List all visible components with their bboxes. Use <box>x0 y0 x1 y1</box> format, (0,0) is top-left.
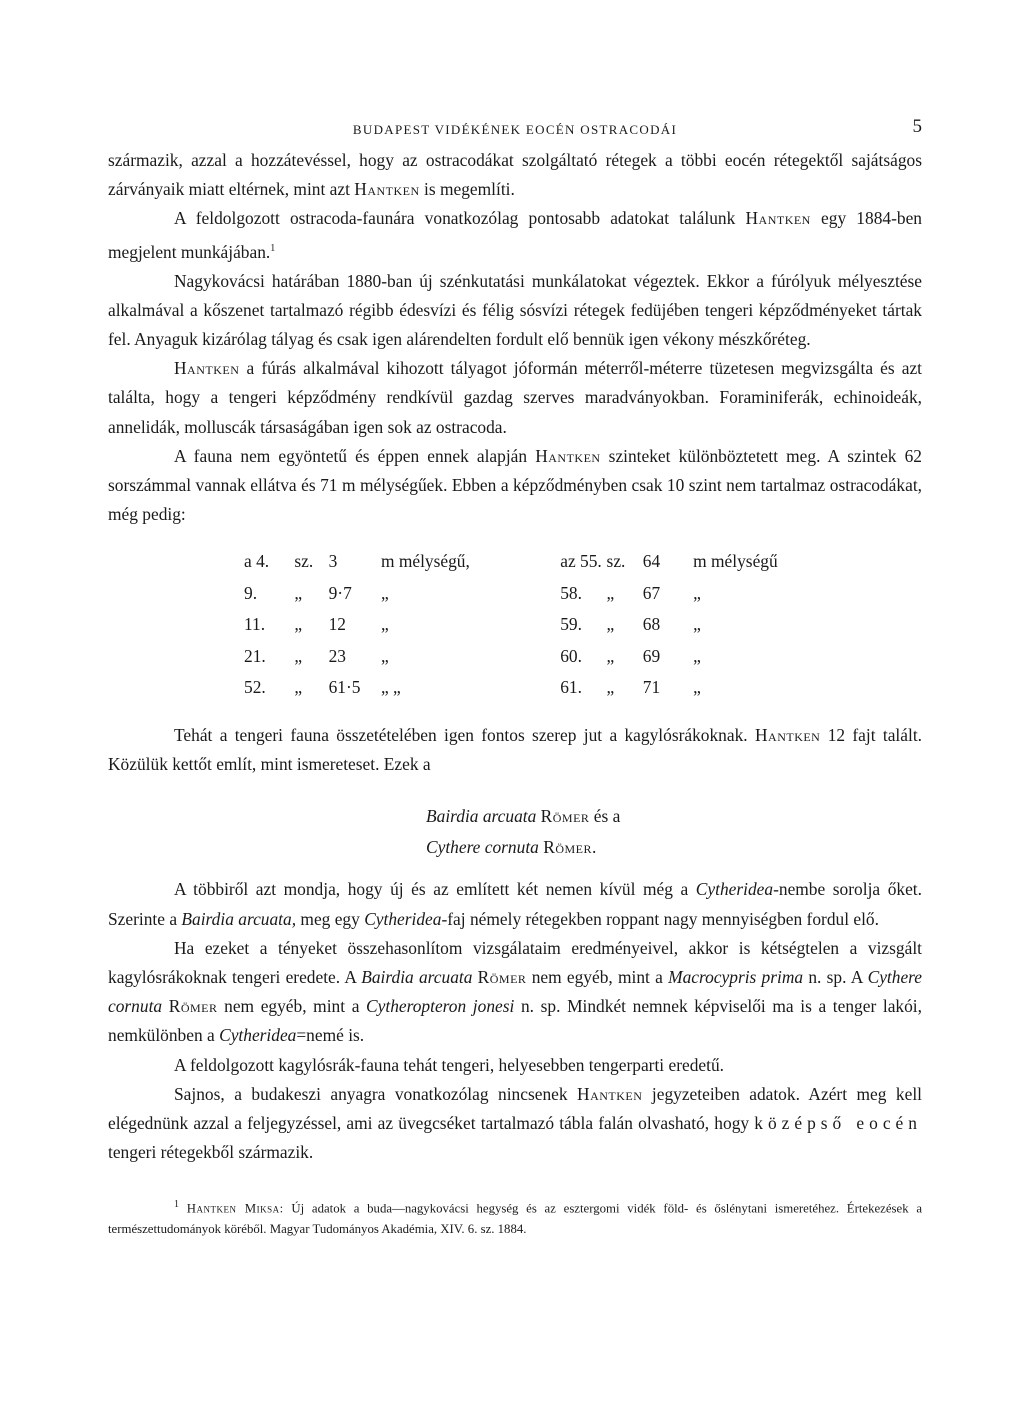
table-cell: 3 <box>328 551 338 572</box>
table-row <box>244 551 804 583</box>
paragraph-4: Hantken a fúrás alkalmával kihozott tályagot jóformán méterről-méterre tüzetesen megvizsgálta és azt találta, hogy a tengeri képződmény rendkívül gazdag szerves maradványokban. Foraminiferák, echinoideák, annelidák, molluscák társaságában igen sok az ostracoda. <box>108 358 922 437</box>
author-name: Hantken <box>174 358 240 379</box>
author-name: Hantken <box>577 1083 643 1104</box>
table-cell: 68 <box>642 614 661 635</box>
footnote: $^1$ Hantken Miksa: Új adatok a buda—nagykovácsi hegység és az esztergomi vidék föld- és őslénytani ismeretéhez. Értekezések a természettudományok köréből. Magyar Tudományos Akadémia, XIV. 6. sz. 1884. <box>108 1199 922 1236</box>
table-row <box>244 614 804 646</box>
table-cell: 9·7 <box>328 582 352 603</box>
table-cell: m mélységű <box>693 551 778 572</box>
table-cell: „ <box>606 614 615 635</box>
table-cell: „ <box>693 614 701 635</box>
table-cell: „ <box>606 677 615 698</box>
species-item: Bairdia arcuata Römer és a <box>426 806 621 827</box>
table-cell: 71 <box>642 677 661 698</box>
table-cell: „ <box>693 677 701 698</box>
table-cell: az 55. <box>560 551 602 572</box>
paragraph-2: A feldolgozott ostracoda-faunára vonatkozólag pontosabb adatokat találunk Hantken egy 1884-ben megjelent munkájában.$^1$ <box>108 208 922 262</box>
table-cell: 61·5 <box>328 677 361 698</box>
paragraph-10: Sajnos, a budakeszi anyagra vonatkozólag nincsenek Hantken jegyzeteiben adatok. Azért meg kell elégednünk azzal a feljegyzéssel, ami az üvegcséket tartalmazó tábla falán olvasható, hogy középső eocén tengeri rétegekből származik. <box>108 1083 922 1163</box>
author-name: Hantken <box>745 208 811 229</box>
table-row <box>244 677 804 709</box>
table-cell: „ <box>693 582 701 603</box>
table-cell: 11. <box>244 614 266 635</box>
table-cell: 64 <box>642 551 661 572</box>
page-number: 5 <box>912 116 922 137</box>
table-cell: a 4. <box>244 551 270 572</box>
table-cell: 9. <box>244 582 258 603</box>
table-cell: 58. <box>560 582 582 603</box>
species-list <box>426 801 922 863</box>
table-row <box>244 583 804 615</box>
table-cell: sz. <box>606 551 626 572</box>
paragraph-7: A többiről azt mondja, hogy új és az említett két nemen kívül még a Cytheridea-nembe sorolja őket. Szerinte a Bairdia arcuata, meg egy Cytheridea-faj némely rétegekben roppant nagy mennyiségben fordul elő. <box>108 879 922 929</box>
table-cell: „ <box>294 645 303 666</box>
footnote-ref: 1 <box>270 242 276 254</box>
page-header <box>108 116 922 146</box>
table-cell: „ „ <box>380 677 401 698</box>
table-cell: 59. <box>560 614 582 635</box>
table-cell: „ <box>294 582 303 603</box>
table-cell: 21. <box>244 645 266 666</box>
table-cell: 67 <box>642 582 661 603</box>
table-cell: „ <box>380 614 389 635</box>
table-cell: 60. <box>560 645 582 666</box>
table-cell: 52. <box>244 677 266 698</box>
paragraph-3: Nagykovácsi határában 1880-ban új szénkutatási munkálatokat végeztek. Ekkor a fúrólyuk mélyesztése alkalmával a kőszenet tartalmazó régibb édesvízi és félig sósvízi rétegek fedüjében tengeri képződményeket tártak fel. Anyaguk kizárólag tályag és csak igen alárendelten fordult elő bennük igen vékony mészkőréteg. <box>108 270 922 350</box>
depth-table <box>244 551 804 709</box>
author-name: Hantken <box>754 724 821 745</box>
species-item: Cythere cornuta Römer. <box>426 837 597 858</box>
table-cell: „ <box>606 645 615 666</box>
table-cell: „ <box>380 645 389 666</box>
author-name: Hantken <box>535 445 601 466</box>
table-cell: „ <box>693 645 701 666</box>
paragraph-1: származik, azzal a hozzátevéssel, hogy az ostracodákat szolgáltató rétegek a többi eocén rétegektől sajátságos zárványaik miatt eltérnek, mint azt Hantken is megemlíti. <box>108 150 922 200</box>
running-title: BUDAPEST VIDÉKÉNEK EOCÉN OSTRACODÁI <box>352 122 678 137</box>
spaced-emphasis: középső eocén <box>754 1112 922 1133</box>
table-cell: „ <box>294 614 303 635</box>
table-cell: „ <box>606 582 615 603</box>
page <box>108 116 922 1239</box>
table-row <box>244 646 804 678</box>
paragraph-5: A fauna nem egyöntetű és éppen ennek alapján Hantken szinteket különböztetett meg. A szintek 62 sorszámmal vannak ellátva és 71 m mélységűek. Ebben a képződményben csak 10 szint nem tartalmaz ostracodákat, még pedig: <box>108 445 922 525</box>
table-cell: sz. <box>294 551 314 572</box>
table-cell: 69 <box>642 645 661 666</box>
paragraph-9: A feldolgozott kagylósrák-fauna tehát tengeri, helyesebben tengerparti eredetű. <box>174 1054 724 1075</box>
author-name: Hantken <box>354 179 420 200</box>
table-cell: m mélységű, <box>380 551 470 572</box>
table-cell: 23 <box>328 645 346 666</box>
table-cell: „ <box>380 582 389 603</box>
table-cell: „ <box>294 677 303 698</box>
paragraph-8: Ha ezeket a tényeket összehasonlítom vizsgálataim eredményeivel, akkor is kétségtelen a vizsgált kagylósrákoknak tengeri eredete. A Bairdia arcuata Römer nem egyéb, mint a Macrocypris prima n. sp. A Cythere cornuta Römer nem egyéb, mint a Cytheropteron jonesi n. sp. Mindkét nemnek képviselői ma is a tenger lakói, nemkülönben a Cytheridea=nemé is. <box>108 937 922 1046</box>
table-cell: 61. <box>560 677 582 698</box>
paragraph-6: Tehát a tengeri fauna összetételében igen fontos szerep jut a kagylósrákoknak. Hantken 12 fajt talált. Közülük kettőt említ, mint ismereteset. Ezek a <box>108 724 922 775</box>
table-cell: 12 <box>328 614 346 635</box>
